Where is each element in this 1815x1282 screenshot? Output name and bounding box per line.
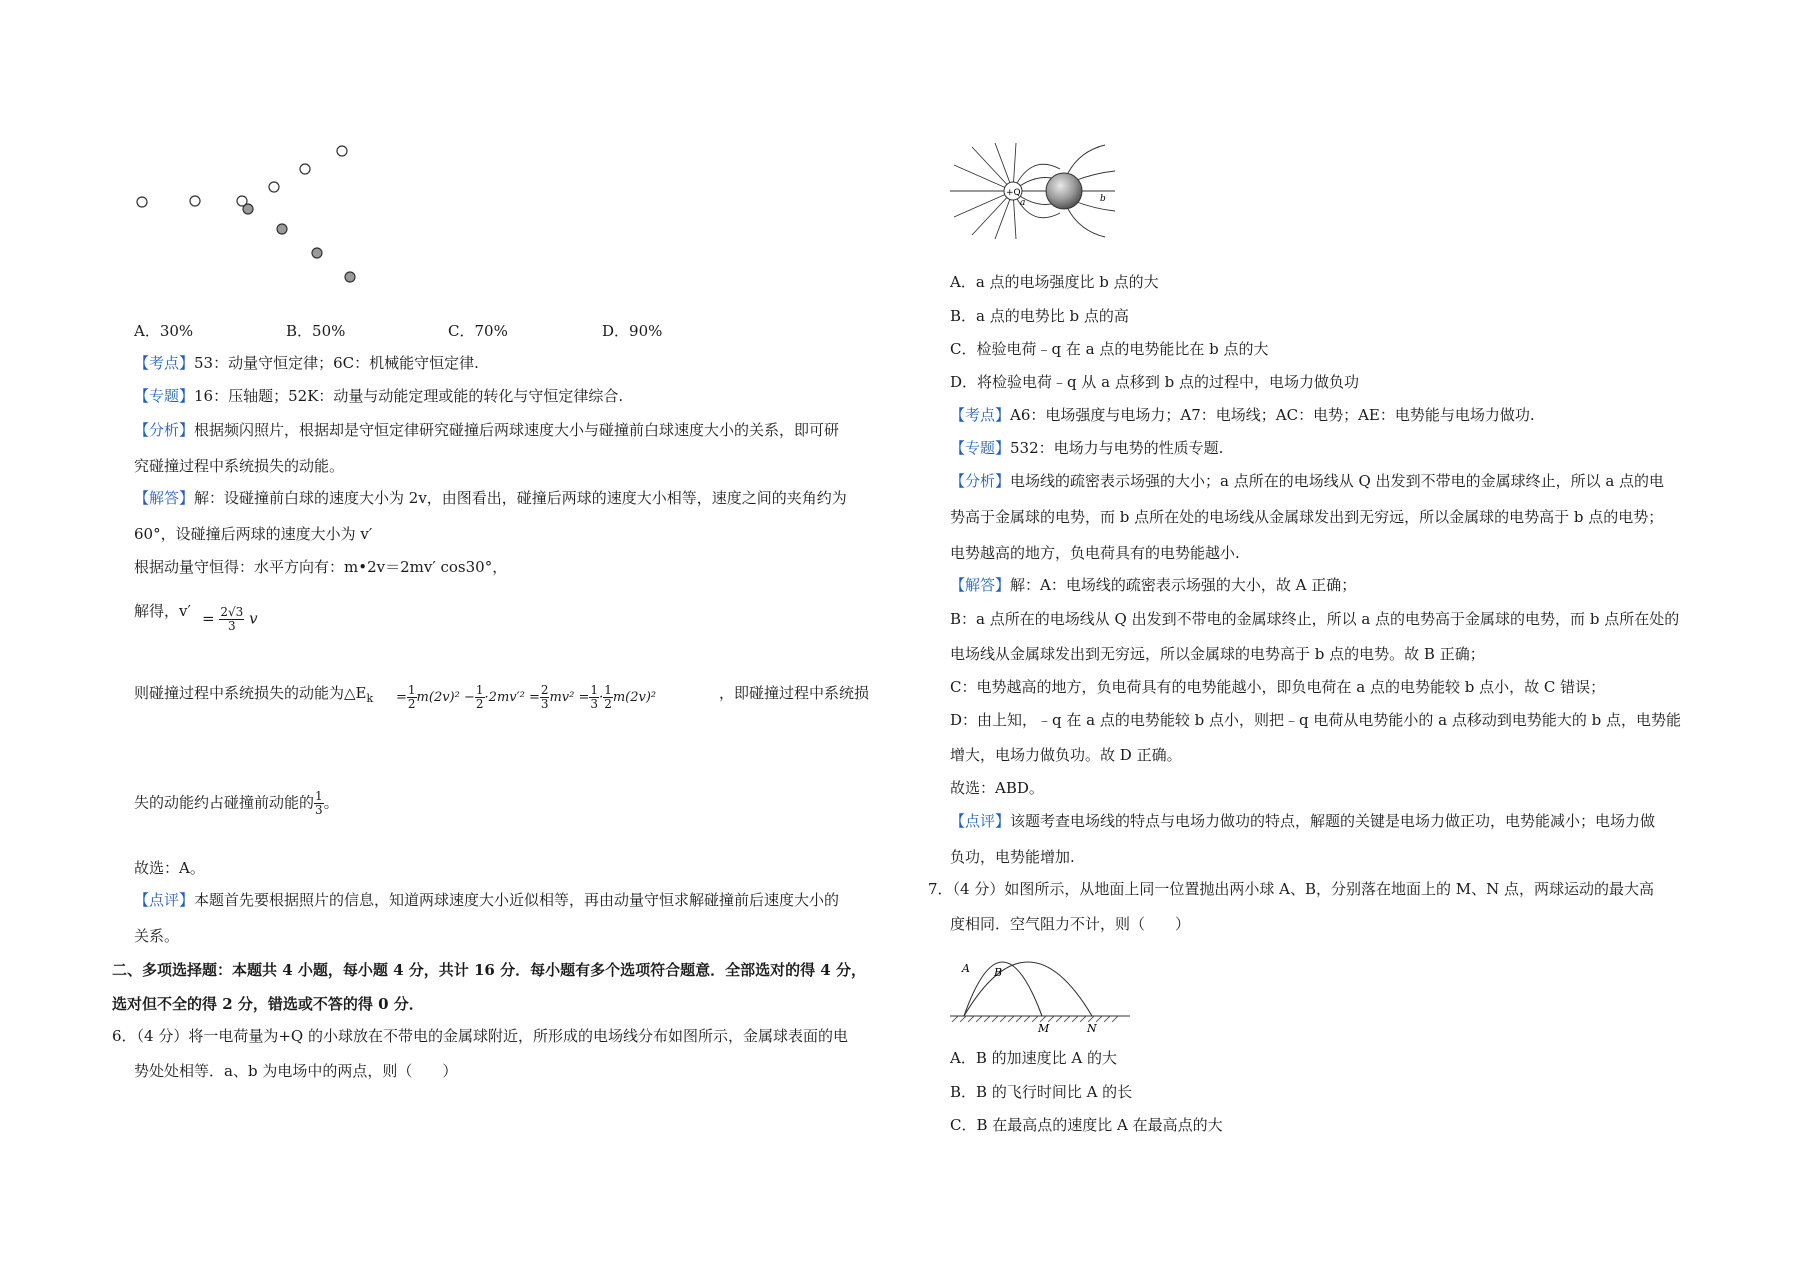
jieda-line-5 (134, 683, 373, 709)
jieda-text-5: 则碰撞过程中系统损失的动能为△E (134, 684, 367, 702)
point-n-label: N (1087, 1022, 1097, 1035)
q6-option-a: A．a 点的电场强度比 b 点的大 (950, 273, 1159, 291)
jieda-text-6: 失的动能约占碰撞前动能的 (134, 793, 315, 812)
r-jieda-line-5: D：由上知，﹣q 在 a 点的电势能较 b 点小，则把﹣q 电荷从电势能小的 a 点移动到电势能大的 b 点，电势能 (950, 711, 1682, 729)
jieda-tag: 【解答】 (134, 489, 195, 507)
r-zhuanti-line (950, 438, 1223, 458)
r-dianping-tag: 【点评】 (950, 812, 1011, 830)
fenxi-line-2: 究碰撞过程中系统损失的动能。 (134, 457, 345, 475)
q7-option-c: C．B 在最高点的速度比 A 在最高点的大 (950, 1116, 1223, 1134)
velocity-formula: = $\frac{2√3}{3}$ v (202, 605, 258, 633)
q5-option-a: A．30% (134, 322, 194, 340)
r-jieda-line-1 (950, 575, 1356, 595)
r-jieda-tag: 【解答】 (950, 576, 1011, 594)
fenxi-tag: 【分析】 (134, 421, 195, 439)
r-guxuan-line: 故选：ABD。 (950, 779, 1044, 797)
q6-option-c: C．检验电荷﹣q 在 a 点的电势能比在 b 点的大 (950, 340, 1269, 358)
r-jieda-line-6: 增大，电场力做负功。故 D 正确。 (950, 746, 1182, 764)
r-zhuanti-tag: 【专题】 (950, 439, 1011, 457)
r-zhuanti-text: 532：电场力与电势的性质专题. (1010, 439, 1224, 457)
r-kaodian-line (950, 405, 1535, 425)
kaodian-tag: 【考点】 (134, 354, 195, 372)
zhuanti-text: 16：压轴题；52K：动量与动能定理或能的转化与守恒定律综合. (194, 387, 624, 405)
jieda-line-4: 解得，v′ (134, 602, 191, 620)
dianping-text-1: 本题首先要根据照片的信息，知道两球速度大小近似相等，再由动量守恒求解碰撞前后速度大小的 (194, 891, 840, 909)
point-b-label: b (1100, 194, 1106, 204)
jieda-text-1: 解：设碰撞前白球的速度大小为 2v，由图看出，碰撞后两球的速度大小相等，速度之间的夹角约为 (194, 489, 847, 507)
r-fenxi-text-1: 电场线的疏密表示场强的大小；a 点所在的电场线从 Q 出发到不带电的金属球终止，所以 a 点的电 (1010, 472, 1665, 490)
charge-label: +Q (1006, 188, 1021, 198)
ball-a-label: A (962, 962, 970, 975)
zhuanti-tag: 【专题】 (134, 387, 195, 405)
r-dianping-line-2: 负功，电势能增加. (950, 848, 1075, 866)
r-kaodian-tag: 【考点】 (950, 406, 1011, 424)
q7-option-b: B．B 的飞行时间比 A 的长 (950, 1083, 1133, 1101)
r-jieda-line-2: B：a 点所在的电场线从 Q 出发到不带电的金属球终止，所以 a 点的电势高于金属球的电势，而 b 点所在处的 (950, 610, 1680, 628)
jieda-text-6-tail: 。 (323, 793, 339, 812)
r-fenxi-tag: 【分析】 (950, 472, 1011, 490)
jieda-line-6 (134, 790, 339, 817)
fraction-one-third: $\frac{1}{3}$ (315, 789, 323, 817)
dianping-tag: 【点评】 (134, 891, 195, 909)
kaodian-text: 53：动量守恒定律；6C：机械能守恒定律. (194, 354, 479, 372)
q7-option-a: A．B 的加速度比 A 的大 (950, 1049, 1117, 1067)
strobe-photo-figure (134, 140, 374, 290)
q5-option-d: D．90% (602, 322, 663, 340)
q6-line-1: 6．（4 分）将一电荷量为+Q 的小球放在不带电的金属球附近，所形成的电场线分布如图所示，金属球表面的电 (112, 1027, 848, 1045)
fenxi-text-1: 根据频闪照片，根据却是守恒定律研究碰撞后两球速度大小与碰撞前白球速度大小的关系，即可研 (194, 421, 840, 439)
r-fenxi-line-3: 电势越高的地方，负电荷具有的电势能越小. (950, 544, 1240, 562)
point-m-label: M (1038, 1022, 1050, 1035)
q7-line-1: 7．（4 分）如图所示，从地面上同一位置抛出两小球 A、B，分别落在地面上的 M、N 点，两球运动的最大高 (928, 880, 1655, 898)
q6-line-2: 势处处相等．a、b 为电场中的两点，则（ ） (134, 1062, 458, 1080)
jieda-line-5-tail: ，即碰撞过程中系统损 (719, 684, 870, 702)
kaodian-line (134, 353, 479, 373)
r-dianping-line-1 (950, 811, 1655, 831)
dianping-line-1 (134, 890, 839, 910)
fenxi-line-1 (134, 420, 839, 440)
r-jieda-text-1: 解：A：电场线的疏密表示场强的大小，故 A 正确； (1010, 576, 1357, 594)
r-fenxi-line-2: 势高于金属球的电势，而 b 点所在处的电场线从金属球发出到无穷远，所以金属球的电势高于 b 点的电势； (950, 508, 1664, 526)
q6-option-b: B．a 点的电势比 b 点的高 (950, 307, 1129, 325)
q6-option-d: D．将检验电荷﹣q 从 a 点移到 b 点的过程中，电场力做负功 (950, 373, 1360, 391)
r-jieda-line-3: 电场线从金属球发出到无穷远，所以金属球的电势高于 b 点的电势。故 B 正确； (950, 645, 1485, 663)
q5-option-c: C．70% (448, 322, 508, 340)
dianping-line-2: 关系。 (134, 927, 180, 945)
r-kaodian-text: A6：电场强度与电场力；A7：电场线；AC：电势；AE：电势能与电场力做功. (1010, 406, 1535, 424)
r-dianping-text-1: 该题考查电场线的特点与电场力做功的特点，解题的关键是电场力做正功，电势能减小；电场力做 (1010, 812, 1656, 830)
energy-loss-formula: = $\frac{1}{2}$ m(2v)² − $\frac{1}{2}$ ·2mv′² = $\frac{2}{3}$ mv² = $\frac{1}{3}$ · $\frac{1}{2}$ m(2v)² (396, 683, 657, 711)
section2-line-2: 选对但不全的得 2 分，错选或不答的得 0 分． (112, 995, 424, 1013)
zhuanti-line (134, 386, 623, 406)
projectile-figure (950, 936, 1130, 1036)
guxuan-line: 故选：A。 (134, 859, 205, 877)
q5-option-b: B．50% (286, 322, 346, 340)
section2-line-1: 二、多项选择题：本题共 4 小题，每小题 4 分，共计 16 分．每小题有多个选项符合题意．全部选对的得 4 分， (112, 961, 866, 979)
q7-line-2: 度相同．空气阻力不计，则（ ） (950, 915, 1191, 933)
r-jieda-line-4: C：电势越高的地方，负电荷具有的电势能越小，即负电荷在 a 点的电势能较 b 点小，故 C 错误； (950, 678, 1606, 696)
r-fenxi-line-1 (950, 471, 1664, 491)
jieda-text-5-sub: k (366, 692, 374, 705)
ball-b-label: B (994, 966, 1003, 979)
jieda-line-2: 60°，设碰撞后两球的速度大小为 v′ (134, 525, 373, 543)
electric-field-figure (950, 143, 1120, 243)
point-a-label: a (1020, 198, 1026, 208)
jieda-line-3: 根据动量守恒得：水平方向有：m•2v＝2mv′ cos30°， (134, 558, 508, 576)
jieda-line-1 (134, 488, 847, 508)
